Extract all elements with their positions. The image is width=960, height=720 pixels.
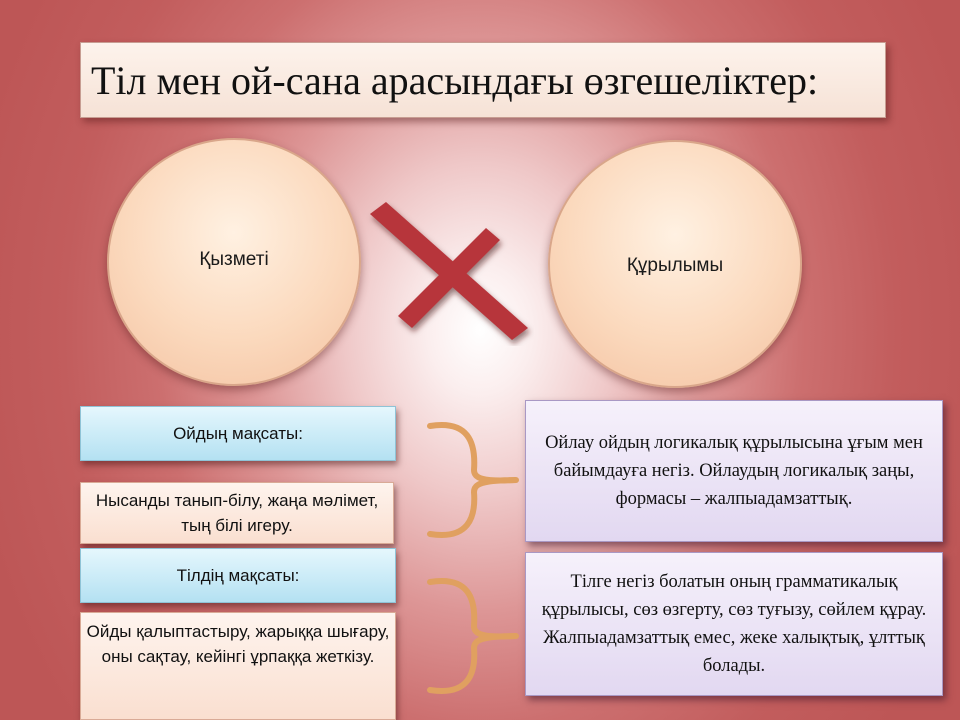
right-curly-brace-icon — [424, 574, 524, 698]
language-goal-label: Тілдің мақсаты: — [80, 548, 396, 603]
structure-circle-label: Құрылымы — [626, 255, 724, 276]
language-structure-text: Тілге негіз болатын оның грамматикалық құрылысы, сөз өзгерту, сөз туғызу, сөйлем құрау. Жалпыадамзаттық емес, жеке халықтық, ұлттық болады. — [525, 552, 943, 696]
thought-goal-text: Нысанды танып-білу, жаңа мәлімет, тың білі игеру. — [80, 482, 394, 544]
function-circle-label: Қызметі — [199, 249, 269, 270]
language-goal-text: Ойды қалыптастыру, жарыққа шығару, оны сақтау, кейінгі ұрпаққа жеткізу. — [80, 612, 396, 720]
slide-title: Тіл мен ой-сана арасындағы өзгешеліктер: — [80, 42, 886, 118]
x-mark-icon — [362, 200, 534, 346]
function-circle — [107, 138, 361, 386]
thought-structure-text: Ойлау ойдың логикалық құрылысына ұғым мен байымдауға негіз. Ойлаудың логикалық заңы, формасы – жалпыадамзаттық. — [525, 400, 943, 542]
thought-goal-label: Ойдың мақсаты: — [80, 406, 396, 461]
right-curly-brace-icon — [424, 418, 524, 542]
structure-circle — [548, 140, 802, 388]
